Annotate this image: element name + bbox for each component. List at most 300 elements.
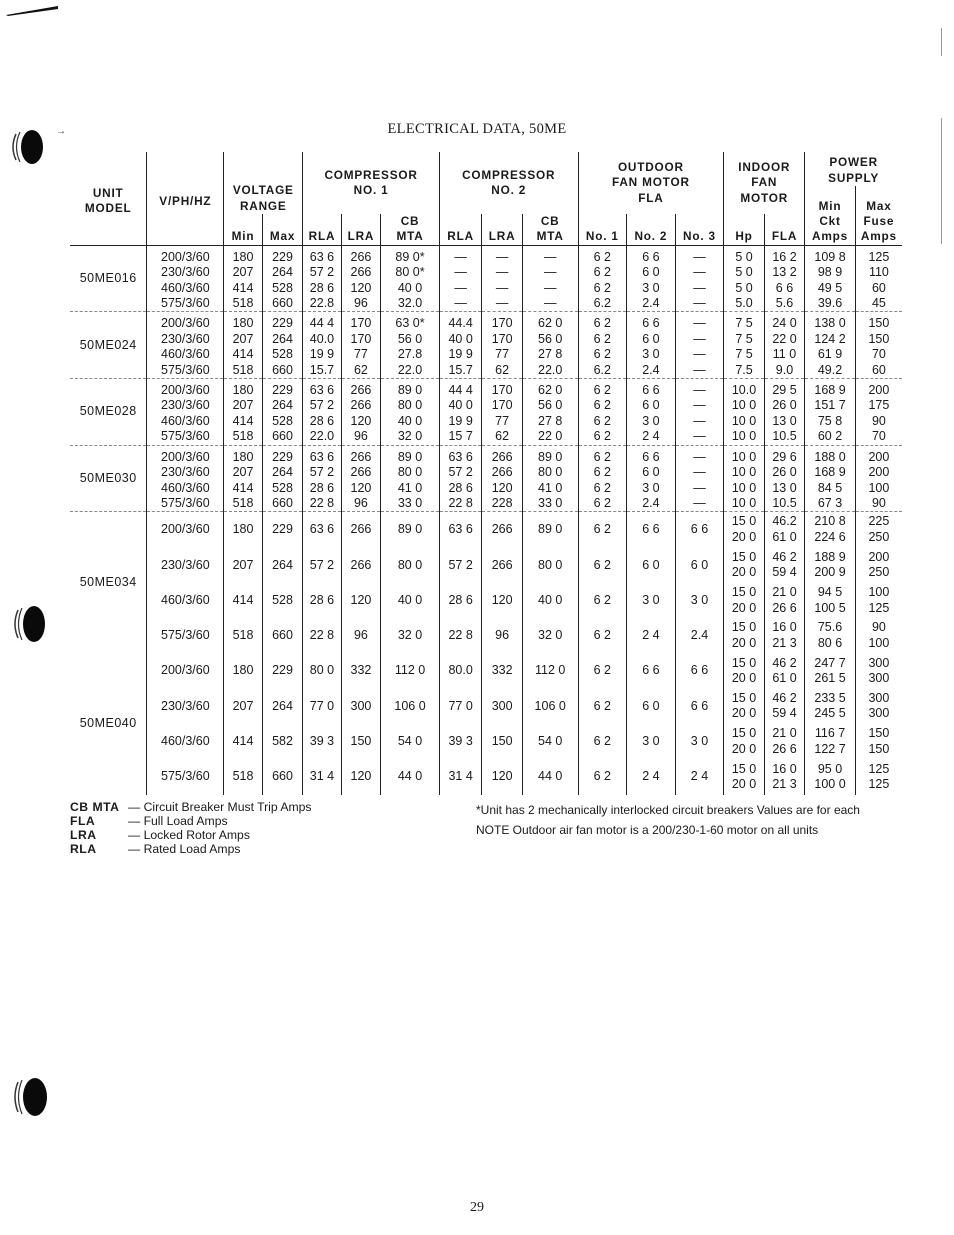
fan-no3: —	[675, 296, 724, 312]
comp2-rla: —	[439, 281, 482, 296]
indoor-fla	[764, 512, 804, 548]
fan-no3: —	[675, 429, 724, 445]
indoor-hp: 10 0	[724, 429, 764, 445]
comp1-cbmta: 89 0*	[381, 245, 440, 265]
comp2-lra: 170	[482, 398, 522, 413]
comp2-cbmta: 22.0	[522, 363, 578, 379]
comp2-lra: 266	[482, 512, 522, 548]
comp1-lra: 96	[341, 496, 380, 512]
max-fuse-amps-value: 225	[868, 514, 890, 529]
comp2-cbmta: —	[522, 281, 578, 296]
comp1-cbmta: 80 0	[381, 398, 440, 413]
max-fuse-amps	[855, 583, 902, 618]
min-ckt-amps-value: 100 5	[814, 600, 846, 615]
comp2-lra: 77	[482, 414, 522, 429]
v-ph-hz: 200/3/60	[147, 312, 224, 332]
table-row	[70, 398, 902, 413]
fan-no1: 6 2	[578, 379, 627, 399]
volt-max: 660	[262, 363, 302, 379]
indoor-hp-value: 15 0	[731, 761, 757, 776]
fan-no1: 6 2	[578, 618, 627, 653]
comp2-rla: 22 8	[439, 496, 482, 512]
comp2-rla: 22 8	[439, 618, 482, 653]
indoor-hp-value: 20 0	[731, 706, 757, 721]
indoor-hp-value: 20 0	[731, 777, 757, 792]
comp1-lra: 120	[341, 281, 380, 296]
margin-rule	[941, 28, 942, 56]
indoor-hp-value: 15 0	[731, 514, 757, 529]
header-fan-no2: No. 2	[627, 214, 676, 245]
indoor-hp	[724, 618, 764, 653]
min-ckt-amps	[805, 759, 856, 794]
comp1-rla: 19 9	[303, 347, 341, 362]
max-fuse-amps-value: 150	[868, 726, 890, 741]
fan-no3: —	[675, 332, 724, 347]
min-ckt-amps-value: 233 5	[814, 690, 846, 705]
volt-max: 229	[262, 654, 302, 689]
min-ckt-amps-value: 188 9	[814, 549, 846, 564]
fan-no1: 6 2	[578, 583, 627, 618]
comp1-lra: 266	[341, 398, 380, 413]
fan-no3: 6 6	[675, 512, 724, 548]
comp2-cbmta: —	[522, 296, 578, 312]
volt-max: 264	[262, 465, 302, 480]
comp1-cbmta: 27.8	[381, 347, 440, 362]
comp2-lra: 77	[482, 347, 522, 362]
max-fuse-amps: 70	[855, 429, 902, 445]
fan-no1: 6 2	[578, 332, 627, 347]
comp2-cbmta: 89 0	[522, 512, 578, 548]
comp1-rla: 28 6	[303, 583, 341, 618]
fan-no1: 6 2	[578, 512, 627, 548]
v-ph-hz: 575/3/60	[147, 429, 224, 445]
indoor-hp-value: 20 0	[731, 671, 757, 686]
comp2-lra: 300	[482, 689, 522, 724]
legend-abbr: FLA	[70, 814, 96, 828]
v-ph-hz: 460/3/60	[147, 347, 224, 362]
min-ckt-amps-value: 245 5	[814, 706, 846, 721]
comp2-lra: —	[482, 281, 522, 296]
volt-min: 207	[224, 332, 262, 347]
header-min-ckt: Min Ckt Amps	[805, 186, 856, 245]
volt-min: 207	[224, 265, 262, 280]
comp2-rla: 15.7	[439, 363, 482, 379]
comp1-lra: 62	[341, 363, 380, 379]
fan-no2: 6 0	[627, 465, 676, 480]
comp1-cbmta: 41 0	[381, 481, 440, 496]
volt-min: 180	[224, 654, 262, 689]
v-ph-hz: 575/3/60	[147, 618, 224, 653]
v-ph-hz: 460/3/60	[147, 724, 224, 759]
fan-no2: 6 6	[627, 445, 676, 465]
unit-model: 50ME016	[70, 245, 147, 312]
comp2-rla: 63 6	[439, 512, 482, 548]
fan-no1: 6 2	[578, 245, 627, 265]
v-ph-hz: 230/3/60	[147, 265, 224, 280]
indoor-hp-value: 20 0	[731, 565, 757, 580]
min-ckt-amps-value: 75.6	[817, 620, 843, 635]
v-ph-hz: 230/3/60	[147, 548, 224, 583]
table-row	[70, 414, 902, 429]
max-fuse-amps-value: 300	[868, 706, 890, 721]
comp2-lra: 228	[482, 496, 522, 512]
table-row	[70, 465, 902, 480]
indoor-hp: 10 0	[724, 445, 764, 465]
comp1-lra: 120	[341, 583, 380, 618]
max-fuse-amps	[855, 654, 902, 689]
comp1-rla: 57 2	[303, 265, 341, 280]
legend-def: — Locked Rotor Amps	[128, 828, 250, 842]
min-ckt-amps-value: 100 0	[814, 777, 846, 792]
indoor-fla: 10.5	[764, 496, 804, 512]
comp2-lra: 62	[482, 363, 522, 379]
table-row	[70, 429, 902, 445]
fan-no1: 6 2	[578, 265, 627, 280]
max-fuse-amps-value: 300	[868, 690, 890, 705]
unit-model: 50ME030	[70, 445, 147, 512]
indoor-fla: 9.0	[764, 363, 804, 379]
fan-no3: —	[675, 445, 724, 465]
unit-model: 50ME024	[70, 312, 147, 379]
comp1-cbmta: 32 0	[381, 618, 440, 653]
indoor-hp	[724, 689, 764, 724]
header-min: Min	[224, 214, 262, 245]
comp1-lra: 96	[341, 429, 380, 445]
indoor-fla-value: 59 4	[772, 565, 797, 580]
v-ph-hz: 575/3/60	[147, 759, 224, 794]
comp1-rla: 28 6	[303, 414, 341, 429]
v-ph-hz: 575/3/60	[147, 296, 224, 312]
indoor-fla-value: 61 0	[772, 671, 797, 686]
comp2-rla: 28 6	[439, 583, 482, 618]
comp1-lra: 120	[341, 759, 380, 794]
indoor-hp-value: 15 0	[731, 620, 757, 635]
legend-abbr: RLA	[70, 842, 97, 856]
unit-model: 50ME034	[79, 575, 137, 590]
v-ph-hz: 230/3/60	[147, 332, 224, 347]
comp1-cbmta: 89 0	[381, 445, 440, 465]
fan-no3: 3 0	[675, 724, 724, 759]
comp2-rla: 19 9	[439, 414, 482, 429]
table-row	[70, 481, 902, 496]
min-ckt-amps-value: 210 8	[814, 514, 846, 529]
comp1-lra: 266	[341, 265, 380, 280]
comp2-cbmta: 41 0	[522, 481, 578, 496]
volt-max: 229	[262, 245, 302, 265]
indoor-hp	[724, 654, 764, 689]
indoor-hp-value: 20 0	[731, 741, 757, 756]
comp1-lra: 150	[341, 724, 380, 759]
volt-min: 180	[224, 245, 262, 265]
legend-item	[70, 842, 312, 856]
indoor-fla-value: 16 0	[772, 620, 797, 635]
max-fuse-amps-value: 125	[868, 777, 890, 792]
max-fuse-amps	[855, 689, 902, 724]
indoor-fla: 11 0	[764, 347, 804, 362]
indoor-fla-value: 46 2	[772, 690, 797, 705]
fan-no3: —	[675, 496, 724, 512]
fan-no3: —	[675, 414, 724, 429]
volt-max: 528	[262, 347, 302, 362]
binder-hole-icon	[8, 1076, 48, 1118]
min-ckt-amps-value: 247 7	[814, 655, 846, 670]
comp1-cbmta: 54 0	[381, 724, 440, 759]
comp1-cbmta: 56 0	[381, 332, 440, 347]
comp1-rla: 80 0	[303, 654, 341, 689]
fan-no3: 6 6	[675, 654, 724, 689]
max-fuse-amps: 200	[855, 465, 902, 480]
indoor-hp: 7.5	[724, 363, 764, 379]
max-fuse-amps-value: 150	[868, 741, 890, 756]
comp1-lra: 96	[341, 296, 380, 312]
fan-no1: 6 2	[578, 496, 627, 512]
fan-no2: 6 0	[627, 689, 676, 724]
indoor-fla: 29 6	[764, 445, 804, 465]
fan-no1: 6 2	[578, 281, 627, 296]
fan-no3: —	[675, 245, 724, 265]
electrical-data-table	[70, 152, 902, 795]
table-row	[70, 654, 902, 689]
comp2-lra: —	[482, 265, 522, 280]
comp1-lra: 266	[341, 465, 380, 480]
fan-no3: —	[675, 379, 724, 399]
volt-max: 229	[262, 445, 302, 465]
indoor-hp: 5 0	[724, 245, 764, 265]
header-voltage-range: VOLTAGE RANGE	[224, 152, 303, 214]
comp2-rla: 77 0	[439, 689, 482, 724]
comp1-lra: 96	[341, 618, 380, 653]
comp1-rla: 22.0	[303, 429, 341, 445]
fan-no3: 6 0	[675, 548, 724, 583]
indoor-hp: 10 0	[724, 465, 764, 480]
footnote: *Unit has 2 mechanically interlocked circuit breakers Values are for each	[476, 803, 860, 817]
indoor-fla	[764, 724, 804, 759]
legend-item	[70, 828, 312, 842]
header-compressor-2: COMPRESSOR NO. 2	[439, 152, 578, 214]
comp1-lra: 266	[341, 548, 380, 583]
header-outdoor-fan: OUTDOOR FAN MOTOR FLA	[578, 152, 724, 214]
fan-no2: 3 0	[627, 724, 676, 759]
fan-no3: —	[675, 312, 724, 332]
v-ph-hz: 200/3/60	[147, 245, 224, 265]
table-row	[70, 245, 902, 265]
comp1-rla: 39 3	[303, 724, 341, 759]
comp2-rla: 28 6	[439, 481, 482, 496]
comp2-cbmta: 44 0	[522, 759, 578, 794]
table-row	[70, 548, 902, 583]
indoor-hp: 10 0	[724, 496, 764, 512]
table-row	[70, 347, 902, 362]
comp2-cbmta: 80 0	[522, 465, 578, 480]
table-row	[70, 379, 902, 399]
fan-no1: 6 2	[578, 689, 627, 724]
indoor-hp	[724, 548, 764, 583]
indoor-fla	[764, 583, 804, 618]
fan-no2: 6 6	[627, 654, 676, 689]
min-ckt-amps: 39.6	[805, 296, 856, 312]
header-unit-model	[70, 152, 147, 245]
indoor-hp-value: 15 0	[731, 690, 757, 705]
header-max-fuse: Max Fuse Amps	[855, 186, 902, 245]
indoor-hp-value: 20 0	[731, 529, 757, 544]
min-ckt-amps: 60 2	[805, 429, 856, 445]
comp2-rla: 44 4	[439, 379, 482, 399]
indoor-fla-value: 61 0	[772, 529, 797, 544]
table-row	[70, 618, 902, 653]
v-ph-hz: 200/3/60	[147, 445, 224, 465]
comp2-cbmta: 33 0	[522, 496, 578, 512]
comp1-rla: 57 2	[303, 465, 341, 480]
min-ckt-amps	[805, 654, 856, 689]
max-fuse-amps: 60	[855, 281, 902, 296]
comp2-lra: 170	[482, 332, 522, 347]
volt-max: 528	[262, 481, 302, 496]
volt-max: 264	[262, 265, 302, 280]
note: NOTE Outdoor air fan motor is a 200/230-1-60 motor on all units	[476, 823, 819, 837]
v-ph-hz: 575/3/60	[147, 363, 224, 379]
comp1-rla: 15.7	[303, 363, 341, 379]
table-row	[70, 296, 902, 312]
min-ckt-amps	[805, 583, 856, 618]
indoor-hp-value: 15 0	[731, 549, 757, 564]
fan-no2: 6 6	[627, 245, 676, 265]
table-row	[70, 363, 902, 379]
min-ckt-amps	[805, 724, 856, 759]
max-fuse-amps: 175	[855, 398, 902, 413]
comp2-rla: 19 9	[439, 347, 482, 362]
comp2-lra: 96	[482, 618, 522, 653]
min-ckt-amps	[805, 689, 856, 724]
fan-no2: 6 0	[627, 398, 676, 413]
page-title: ELECTRICAL DATA, 50ME	[387, 121, 567, 137]
indoor-fla: 22 0	[764, 332, 804, 347]
max-fuse-amps: 200	[855, 445, 902, 465]
volt-max: 660	[262, 496, 302, 512]
min-ckt-amps: 151 7	[805, 398, 856, 413]
legend-abbr: LRA	[70, 828, 97, 842]
comp1-lra: 77	[341, 347, 380, 362]
comp2-cbmta: —	[522, 245, 578, 265]
fan-no1: 6 2	[578, 481, 627, 496]
comp2-rla: 40 0	[439, 332, 482, 347]
legend-item	[70, 814, 312, 828]
comp2-rla: 40 0	[439, 398, 482, 413]
comp2-cbmta: 40 0	[522, 583, 578, 618]
indoor-hp: 10 0	[724, 481, 764, 496]
fan-no2: 6 6	[627, 312, 676, 332]
v-ph-hz: 460/3/60	[147, 414, 224, 429]
min-ckt-amps: 188 0	[805, 445, 856, 465]
header-indoor-fan: INDOOR FAN MOTOR	[724, 152, 805, 214]
comp1-lra: 170	[341, 312, 380, 332]
v-ph-hz: 230/3/60	[147, 465, 224, 480]
min-ckt-amps: 67 3	[805, 496, 856, 512]
unit-model: 50ME040	[79, 716, 137, 731]
fan-no1: 6 2	[578, 414, 627, 429]
comp1-cbmta: 40 0	[381, 414, 440, 429]
fan-no1: 6 2	[578, 548, 627, 583]
comp1-cbmta: 32 0	[381, 429, 440, 445]
v-ph-hz: 200/3/60	[147, 512, 224, 548]
volt-min: 207	[224, 689, 262, 724]
header-power-supply: POWER SUPPLY	[805, 152, 902, 186]
indoor-hp	[724, 512, 764, 548]
comp1-cbmta: 89 0	[381, 512, 440, 548]
v-ph-hz: 575/3/60	[147, 496, 224, 512]
comp2-lra: 120	[482, 759, 522, 794]
fan-no1: 6 2	[578, 429, 627, 445]
v-ph-hz: 230/3/60	[147, 689, 224, 724]
fan-no2: 6 6	[627, 512, 676, 548]
indoor-fla-value: 46 2	[772, 655, 797, 670]
comp1-cbmta: 106 0	[381, 689, 440, 724]
comp2-lra: 120	[482, 583, 522, 618]
header-fan-no3: No. 3	[675, 214, 724, 245]
max-fuse-amps-value: 200	[868, 549, 890, 564]
volt-min: 414	[224, 481, 262, 496]
comp2-lra: —	[482, 296, 522, 312]
fan-no3: —	[675, 481, 724, 496]
indoor-fla-value: 21 3	[772, 777, 797, 792]
comp1-rla: 28 6	[303, 481, 341, 496]
table-row	[70, 265, 902, 280]
fan-no3: 2.4	[675, 618, 724, 653]
legend-item	[70, 800, 312, 814]
max-fuse-amps: 150	[855, 332, 902, 347]
max-fuse-amps: 45	[855, 296, 902, 312]
page-number: 29	[470, 1200, 484, 1215]
indoor-fla	[764, 689, 804, 724]
unit-model: 50ME028	[70, 379, 147, 446]
volt-min: 518	[224, 618, 262, 653]
comp2-cbmta: —	[522, 265, 578, 280]
comp1-lra: 170	[341, 332, 380, 347]
comp2-cbmta: 32 0	[522, 618, 578, 653]
v-ph-hz: 460/3/60	[147, 281, 224, 296]
comp2-cbmta: 80 0	[522, 548, 578, 583]
comp1-cbmta: 80 0	[381, 465, 440, 480]
comp1-lra: 300	[341, 689, 380, 724]
comp1-rla: 77 0	[303, 689, 341, 724]
fan-no3: —	[675, 265, 724, 280]
volt-max: 528	[262, 583, 302, 618]
indoor-fla: 10.5	[764, 429, 804, 445]
comp2-lra: 120	[482, 481, 522, 496]
max-fuse-amps	[855, 548, 902, 583]
volt-min: 207	[224, 398, 262, 413]
min-ckt-amps	[805, 618, 856, 653]
min-ckt-amps: 98 9	[805, 265, 856, 280]
min-ckt-amps	[805, 512, 856, 548]
fan-no1: 6.2	[578, 296, 627, 312]
indoor-fla	[764, 618, 804, 653]
comp2-rla: 57 2	[439, 548, 482, 583]
legend-def: — Rated Load Amps	[128, 842, 241, 856]
fan-no2: 2.4	[627, 363, 676, 379]
fan-no2: 2 4	[627, 618, 676, 653]
comp2-lra: —	[482, 245, 522, 265]
comp1-rla: 57 2	[303, 548, 341, 583]
max-fuse-amps-value: 300	[868, 671, 890, 686]
min-ckt-amps: 49 5	[805, 281, 856, 296]
volt-max: 229	[262, 312, 302, 332]
indoor-hp: 7 5	[724, 347, 764, 362]
header-fla: FLA	[764, 214, 804, 245]
volt-min: 180	[224, 312, 262, 332]
min-ckt-amps: 138 0	[805, 312, 856, 332]
fan-no2: 3 0	[627, 414, 676, 429]
indoor-hp: 7 5	[724, 332, 764, 347]
